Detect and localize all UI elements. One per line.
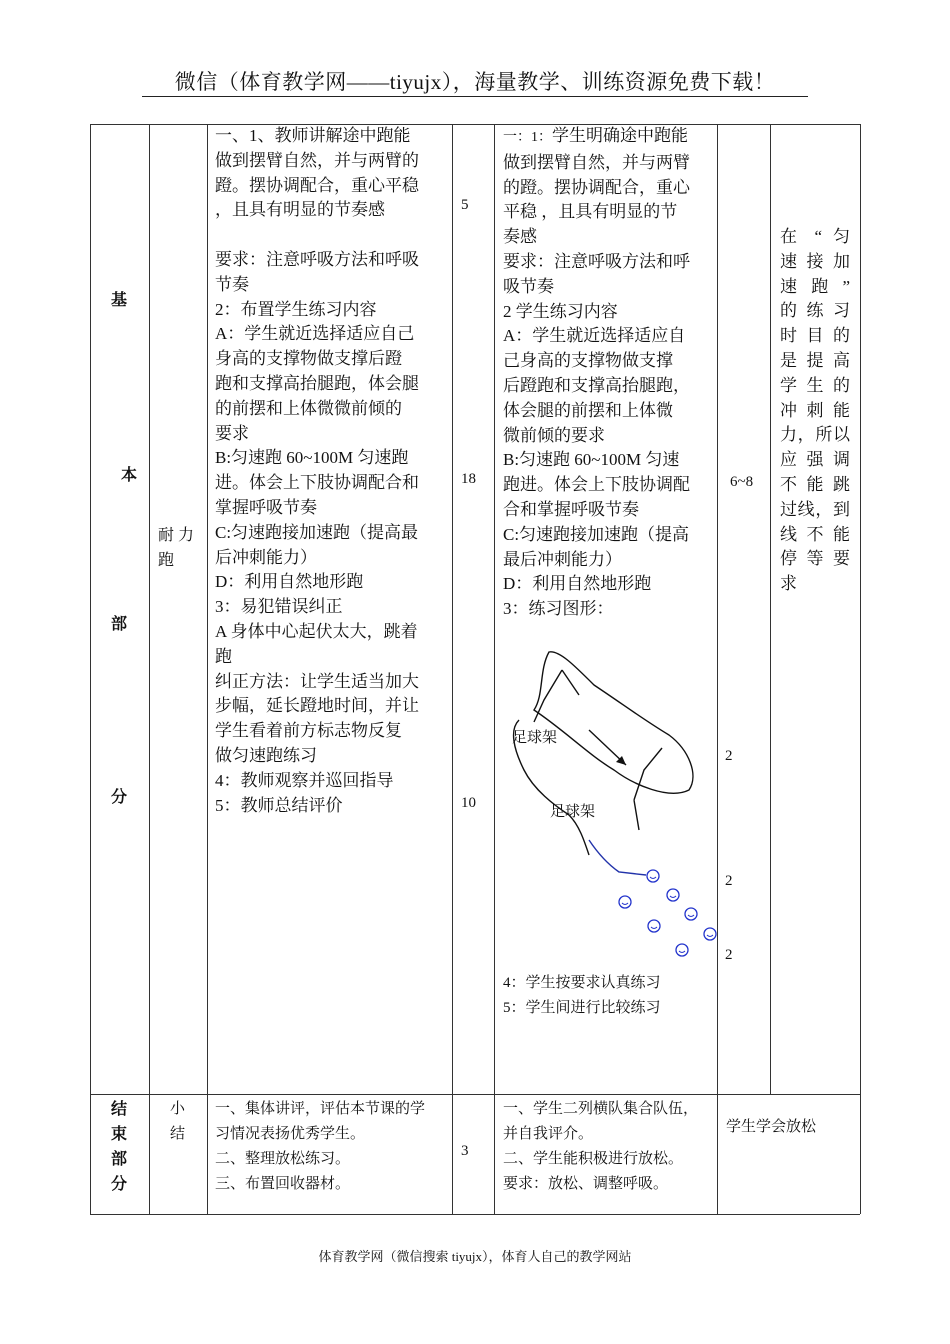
student-icon [704, 928, 716, 940]
text-line: 冲 刺 能 [780, 400, 850, 420]
text-line: 时 目 的 [780, 326, 850, 346]
text-line: 2：布置学生练习内容 [215, 299, 377, 319]
text-line: 步幅，延长蹬地时间，并让 [215, 696, 419, 716]
rep-value: 2 [725, 873, 733, 889]
text-line: 3：练习图形： [503, 599, 614, 619]
text-line: C:匀速跑接加速跑（提高 [503, 524, 690, 544]
text-line: B:匀速跑 60~100M 匀速跑 [215, 448, 409, 468]
text-line: 跑进。体会上下肢协调配 [503, 475, 690, 495]
student-icon [648, 920, 660, 932]
part-char: 本 [121, 467, 138, 484]
basic-content-label: 耐 力 跑 [158, 527, 195, 569]
page-header: 微信（体育教学网——tiyujx），海量教学、训练资源免费下载！ [174, 70, 776, 94]
table-col-line [860, 124, 861, 1214]
student-followup [503, 971, 661, 1021]
goal-frame-right [634, 748, 662, 830]
text-line: 的蹬。摆协调配合，重心 [503, 177, 690, 197]
track-tail [589, 840, 646, 875]
text-line: 4：学生按要求认真练习 [503, 975, 661, 991]
text-line [215, 223, 419, 248]
student-icon [685, 908, 697, 920]
part-char: 部 [111, 616, 128, 633]
end-teacher-text [215, 1097, 425, 1197]
text-line: 二、整理放松练习。 [215, 1151, 351, 1167]
text-line: 过线，到 [780, 499, 850, 519]
end-content-label: 小 结 [170, 1101, 186, 1142]
table-col-line [149, 124, 150, 1214]
text-line: A：学生就近选择适应自己 [215, 324, 415, 344]
end-remark: 学生学会放松 [726, 1119, 817, 1135]
text-line: 微前倾的要求 [503, 425, 605, 445]
text-line: 要求 [215, 423, 249, 443]
text-line: 4：教师观察并巡回指导 [215, 770, 394, 790]
text-line: 身高的支撑物做支撑后蹬 [215, 349, 402, 369]
text-line: A 身体中心起伏太大，跳着 [215, 621, 418, 641]
text-line: 学生看着前方标志物反复 [215, 721, 402, 741]
diagram-label-goal: 足球架 [550, 804, 596, 820]
text-line: 己身高的支撑物做支撑 [503, 351, 673, 371]
teacher-activity-text [215, 124, 419, 818]
student-icon [647, 870, 659, 882]
remark-text [780, 225, 850, 597]
text-line: 一、学生二列横队集合队伍， [503, 1101, 699, 1117]
text-line: 在 “ 匀 [780, 227, 850, 246]
text-line: 要求：放松、调整呼吸。 [503, 1176, 669, 1192]
text-line: 体会腿的前摆和上体微 [503, 400, 673, 420]
text-line: 合和掌握呼吸节奏 [503, 499, 639, 519]
end-time-value: 3 [461, 1143, 469, 1159]
student-markers [619, 870, 716, 956]
text-line: C:匀速跑接加速跑（提高最 [215, 522, 419, 542]
rep-value: 6~8 [730, 474, 754, 490]
student-icon [619, 896, 631, 908]
text-line: 学 生 的 [780, 375, 850, 395]
text-line: 后冲刺能力） [215, 547, 317, 567]
end-student-text [503, 1097, 698, 1197]
diagram-label-goal: 足球架 [512, 730, 558, 746]
text-line: 要求：注意呼吸方法和呼 [503, 251, 690, 271]
text-line: 不 能 跳 [780, 474, 850, 494]
time-value: 5 [461, 197, 469, 213]
student-icon [676, 944, 688, 956]
rep-value: 2 [725, 947, 733, 963]
text-line: 二、学生能积极进行放松。 [503, 1151, 684, 1167]
student-faces [622, 877, 713, 953]
text-line: 进。体会上下肢协调配合和 [215, 473, 419, 493]
text-line: D：利用自然地形跑 [503, 574, 652, 594]
table-col-line [452, 124, 453, 1214]
text-line: 应 强 调 [780, 450, 850, 470]
text-line: 做到摆臂自然，并与两臂的 [215, 150, 419, 170]
text-line: 的前摆和上体微微前倾的 [215, 398, 402, 418]
student-first-rest: 学生明确途中跑能 [552, 126, 688, 145]
student-activity-text [503, 124, 690, 622]
text-line: 掌握呼吸节奏 [215, 497, 317, 517]
table-col-line [770, 124, 771, 1094]
text-line: 速 接 加 [780, 251, 850, 271]
text-line: 的 练 习 [780, 301, 850, 321]
text-line: 要求：注意呼吸方法和呼吸 [215, 249, 419, 269]
text-line: 蹬。摆协调配合，重心平稳 [215, 175, 419, 195]
table-bottom-border [90, 1214, 860, 1215]
text-line: 速 跑 ” [780, 276, 850, 296]
text-line: D：利用自然地形跑 [215, 572, 364, 592]
text-line: B:匀速跑 60~100M 匀速 [503, 450, 680, 470]
text-line: 3：易犯错误纠正 [215, 597, 343, 617]
text-line: 做匀速跑练习 [215, 745, 317, 765]
text-line: 奏感 [503, 227, 537, 247]
text-line: A：学生就近选择适应自 [503, 326, 686, 346]
time-value: 18 [461, 471, 476, 487]
text-line: 线 不 能 [780, 524, 850, 544]
text-line: 纠正方法：让学生适当加大 [215, 671, 419, 691]
text-line: 一、集体讲评，评估本节课的学 [215, 1101, 426, 1117]
text-line: 力，所以 [780, 425, 850, 445]
text-line: 并自我评介。 [503, 1126, 594, 1142]
header-rule [142, 96, 808, 97]
rep-value: 2 [725, 748, 733, 764]
table-col-line [90, 124, 91, 1214]
student-first-prefix: 一：1： [503, 130, 552, 145]
text-line: 三、布置回收器材。 [215, 1176, 351, 1192]
text-line: 5：学生间进行比较练习 [503, 1000, 661, 1016]
text-line: 是 提 高 [780, 350, 850, 370]
text-line: 节奏 [215, 274, 249, 294]
text-line: 跑和支撑高抬腿跑，体会腿 [215, 373, 419, 393]
part-char: 分 [111, 789, 128, 806]
text-line: 吸节奏 [503, 276, 554, 296]
text-line: ，且具有明显的节奏感 [215, 200, 385, 220]
track-outline-large [534, 652, 693, 793]
text-line: 习情况表扬优秀学生。 [215, 1126, 366, 1142]
table-row-divider [90, 1094, 860, 1095]
text-line: 后蹬跑和支撑高抬腿跑， [503, 375, 690, 395]
text-line: 5：教师总结评价 [215, 795, 343, 815]
text-line: 平稳 ，且具有明显的节 [503, 202, 678, 222]
end-section-part-label: 结 束 部 分 [111, 1101, 128, 1193]
text-line: 停 等 要 [780, 549, 850, 569]
page-footer: 体育教学网（微信搜索 tiyujx），体育人自己的教学网站 [318, 1249, 632, 1264]
text-line: 最后冲刺能力） [503, 549, 622, 569]
student-icon [667, 889, 679, 901]
text-line: 求 [780, 574, 797, 594]
text-line: 2 学生练习内容 [503, 301, 618, 321]
text-line: 跑 [215, 646, 232, 666]
table-top-border [90, 124, 860, 125]
text-line [503, 124, 690, 151]
text-line: 一、1、教师讲解途中跑能 [215, 126, 411, 145]
part-char: 基 [111, 292, 128, 309]
time-value: 10 [461, 795, 476, 811]
table-col-line [207, 124, 208, 1214]
practice-diagram [494, 640, 718, 970]
text-line: 做到摆臂自然，并与两臂 [503, 152, 690, 172]
